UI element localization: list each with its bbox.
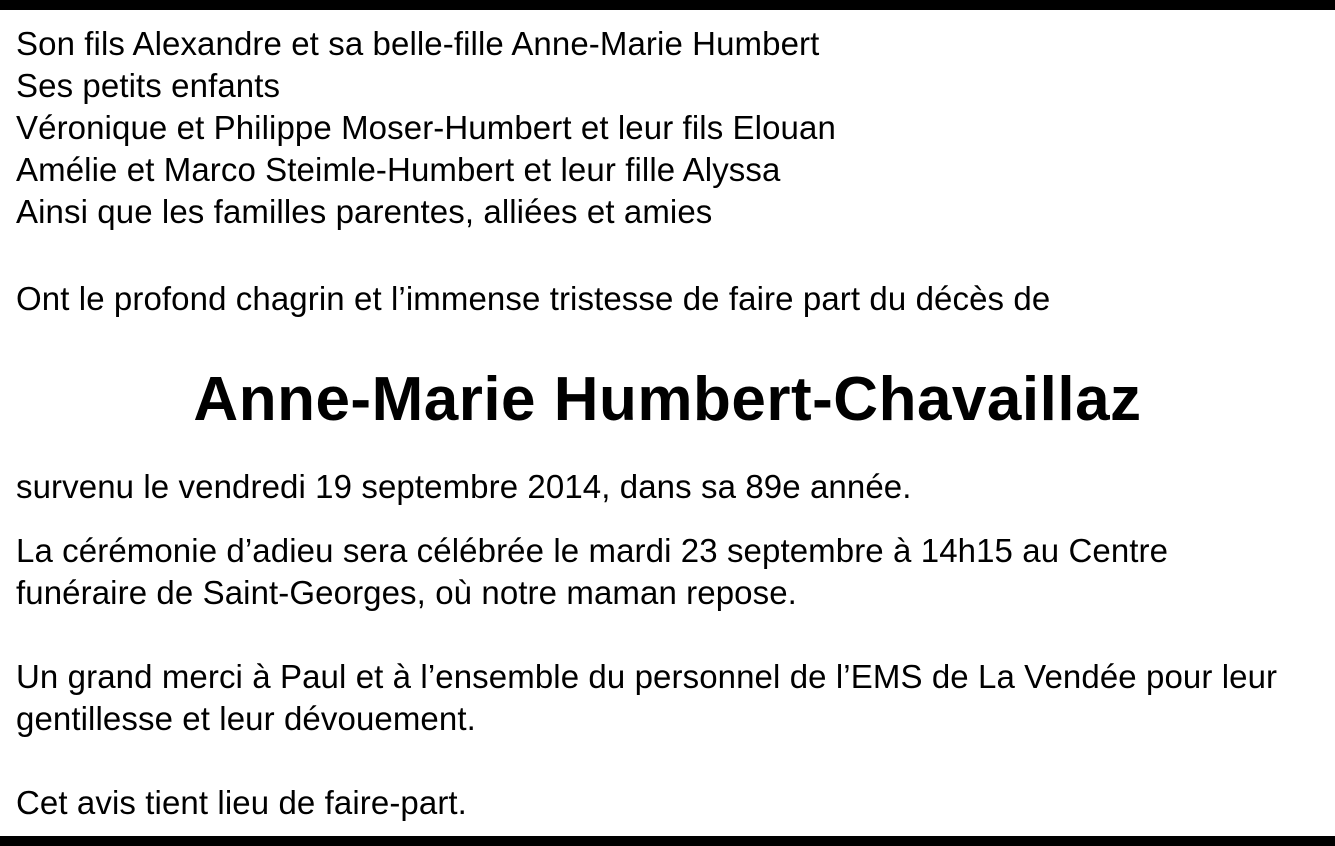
thanks-line: Un grand merci à Paul et à l’ensemble du personnel de l’EMS de La Vendée pour leur [16, 658, 1278, 695]
ceremony-line: funéraire de Saint-Georges, où notre maman repose. [16, 574, 797, 611]
death-date-text [16, 466, 1327, 508]
deceased-name: Anne-Marie Humbert-Chavaillaz [193, 365, 1142, 434]
announcement-line: Ont le profond chagrin et l’immense tristesse de faire part du décès de [16, 280, 1051, 317]
top-border-rule [0, 0, 1335, 10]
death-date-line: survenu le vendredi 19 septembre 2014, dans sa 89e année. [16, 468, 912, 505]
ceremony-details [16, 530, 1327, 614]
bottom-border-rule [0, 836, 1335, 846]
family-list [16, 23, 1327, 233]
thanks-line: gentillesse et leur dévouement. [16, 700, 476, 737]
closing-note [16, 782, 1327, 824]
announcement-text [16, 278, 1327, 320]
family-line: Véronique et Philippe Moser-Humbert et leur fils Elouan [16, 109, 836, 146]
thanks-message [16, 656, 1327, 740]
ceremony-line: La cérémonie d’adieu sera célébrée le mardi 23 septembre à 14h15 au Centre [16, 532, 1169, 569]
family-line: Ses petits enfants [16, 67, 281, 104]
closing-line: Cet avis tient lieu de faire-part. [16, 784, 467, 821]
family-line: Son fils Alexandre et sa belle-fille Anne-Marie Humbert [16, 25, 820, 62]
family-line: Ainsi que les familles parentes, alliées et amies [16, 193, 713, 230]
family-line: Amélie et Marco Steimle-Humbert et leur fille Alyssa [16, 151, 781, 188]
